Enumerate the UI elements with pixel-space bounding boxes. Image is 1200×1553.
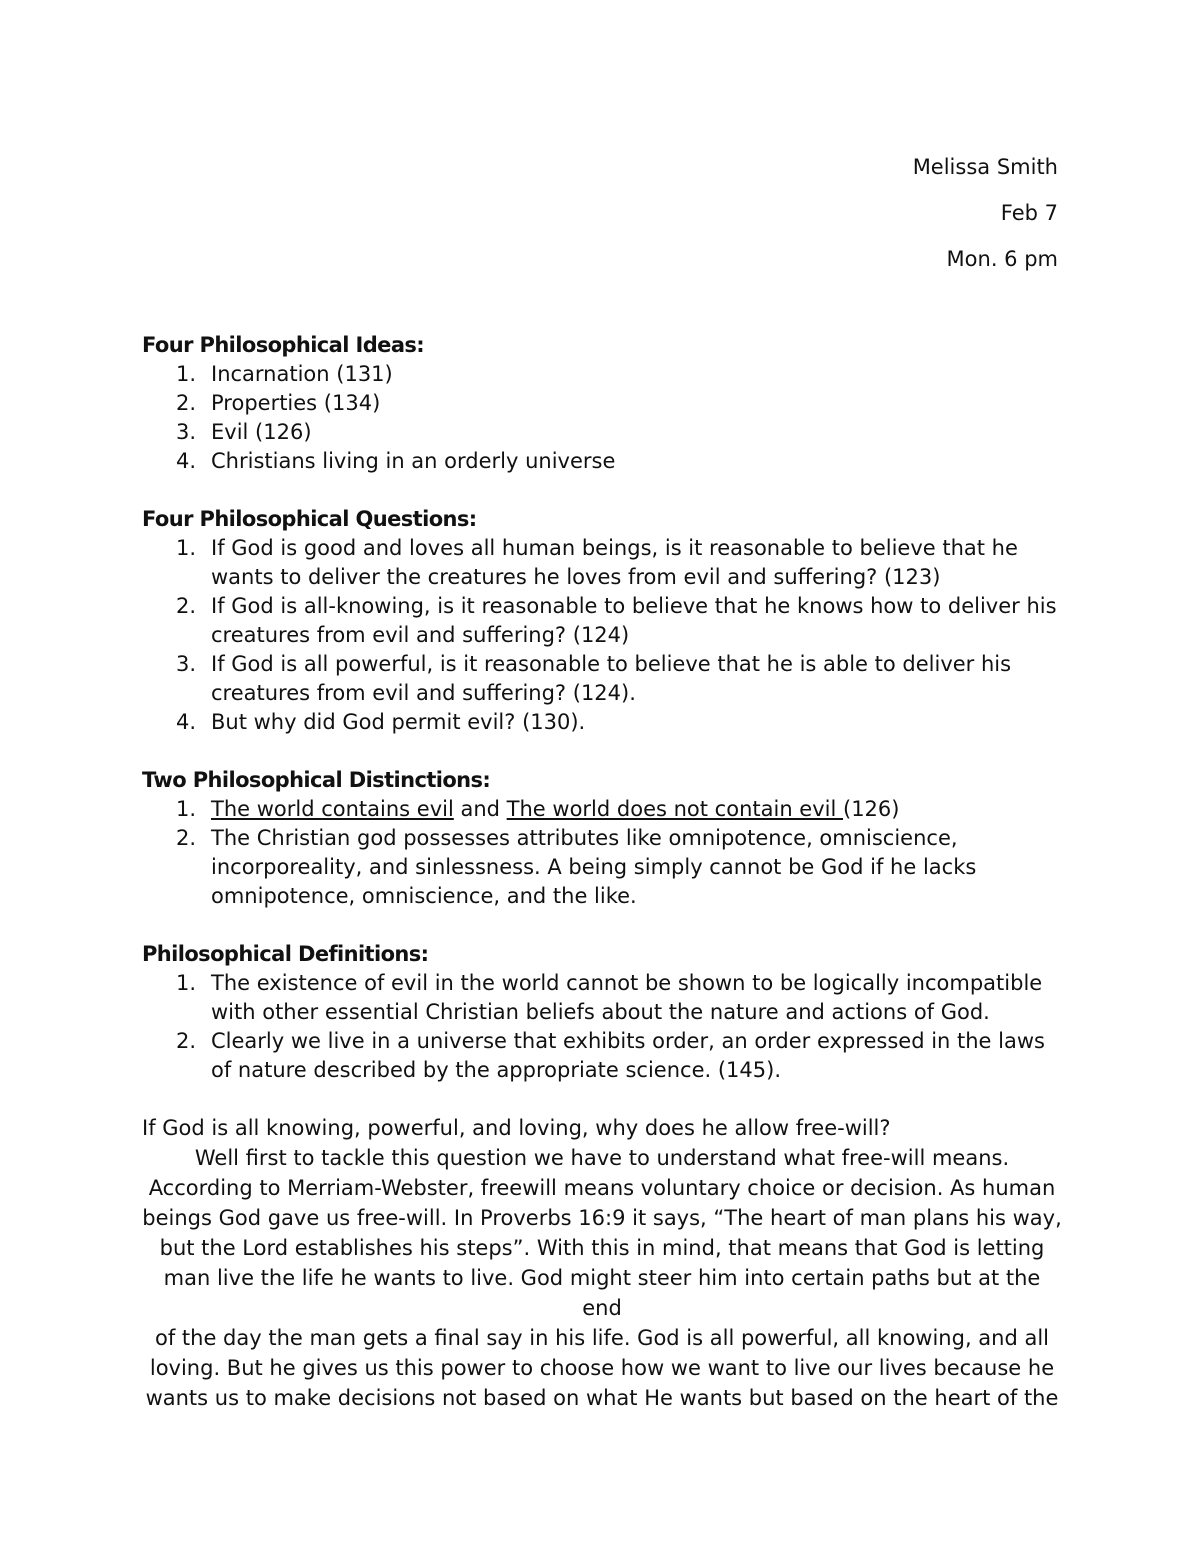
essay-line: Well first to tackle this question we have to understand what free-will means. <box>194 1146 1010 1170</box>
list-item: 4. But why did God permit evil? (130). <box>176 710 586 734</box>
underlined-phrase: The world does not contain evil <box>506 797 843 821</box>
definitions-section <box>142 939 1062 1085</box>
ideas-title: Four Philosophical Ideas: <box>142 333 425 357</box>
distinctions-list <box>142 795 1062 911</box>
list-item: 2. The Christian god possesses attributes like omnipotence, omniscience, incorporeality, and sinlessness. A being simply cannot be God if he lacks omnipotence, omniscience, and the like. <box>176 826 977 908</box>
distinctions-section <box>142 765 1062 911</box>
list-item: 1. The world contains evil and The world does not contain evil (126) <box>176 797 900 821</box>
list-item: 3. If God is all powerful, is it reasonable to believe that he is able to deliver his creatures from evil and suffering? (124). <box>176 652 1012 705</box>
essay-line: According to Merriam-Webster, freewill means voluntary choice or decision. As human <box>148 1176 1056 1200</box>
underlined-phrase: The world contains evil <box>211 797 454 821</box>
list-item: 1. Incarnation (131) <box>176 362 393 386</box>
list-item: 4. Christians living in an orderly universe <box>176 449 616 473</box>
list-item: 1. The existence of evil in the world cannot be shown to be logically incompatible with other essential Christian beliefs about the nature and actions of God. <box>176 971 1043 1024</box>
questions-section <box>142 504 1062 737</box>
ideas-section <box>142 330 1062 476</box>
essay-line: man live the life he wants to live. God might steer him into certain paths but at the end <box>163 1266 1041 1320</box>
author-name: Melissa Smith <box>912 155 1058 179</box>
essay-line: loving. But he gives us this power to choose how we want to live our lives because he <box>149 1356 1055 1380</box>
questions-list <box>142 534 1062 737</box>
essay-line: wants us to make decisions not based on what He wants but based on the heart of the <box>145 1386 1059 1410</box>
questions-title: Four Philosophical Questions: <box>142 507 477 531</box>
list-item: 2. Clearly we live in a universe that exhibits order, an order expressed in the laws of nature described by the appropriate science. (145). <box>176 1029 1045 1082</box>
document-header <box>913 144 1058 282</box>
essay-line: beings God gave us free-will. In Proverbs 16:9 it says, “The heart of man plans his way, <box>142 1206 1062 1230</box>
essay-line: but the Lord establishes his steps”. With this in mind, that means that God is letting <box>159 1236 1045 1260</box>
essay-section <box>142 1113 1062 1413</box>
list-item: 3. Evil (126) <box>176 420 312 444</box>
list-item: 1. If God is good and loves all human beings, is it reasonable to believe that he wants to deliver the creatures he loves from evil and suffering? (123) <box>176 536 1018 589</box>
definitions-title: Philosophical Definitions: <box>142 942 429 966</box>
list-item: 2. If God is all-knowing, is it reasonable to believe that he knows how to deliver his creatures from evil and suffering? (124) <box>176 594 1057 647</box>
definitions-list <box>142 969 1062 1085</box>
essay-line: of the day the man gets a final say in his life. God is all powerful, all knowing, and all <box>154 1326 1050 1350</box>
list-item: 2. Properties (134) <box>176 391 381 415</box>
document-content <box>142 330 1062 1413</box>
document-date: Feb 7 <box>1000 201 1058 225</box>
class-time: Mon. 6 pm <box>946 247 1058 271</box>
ideas-list <box>142 360 1062 476</box>
essay-body <box>142 1143 1062 1413</box>
essay-question: If God is all knowing, powerful, and loving, why does he allow free-will? <box>142 1116 891 1140</box>
distinctions-title: Two Philosophical Distinctions: <box>142 768 491 792</box>
